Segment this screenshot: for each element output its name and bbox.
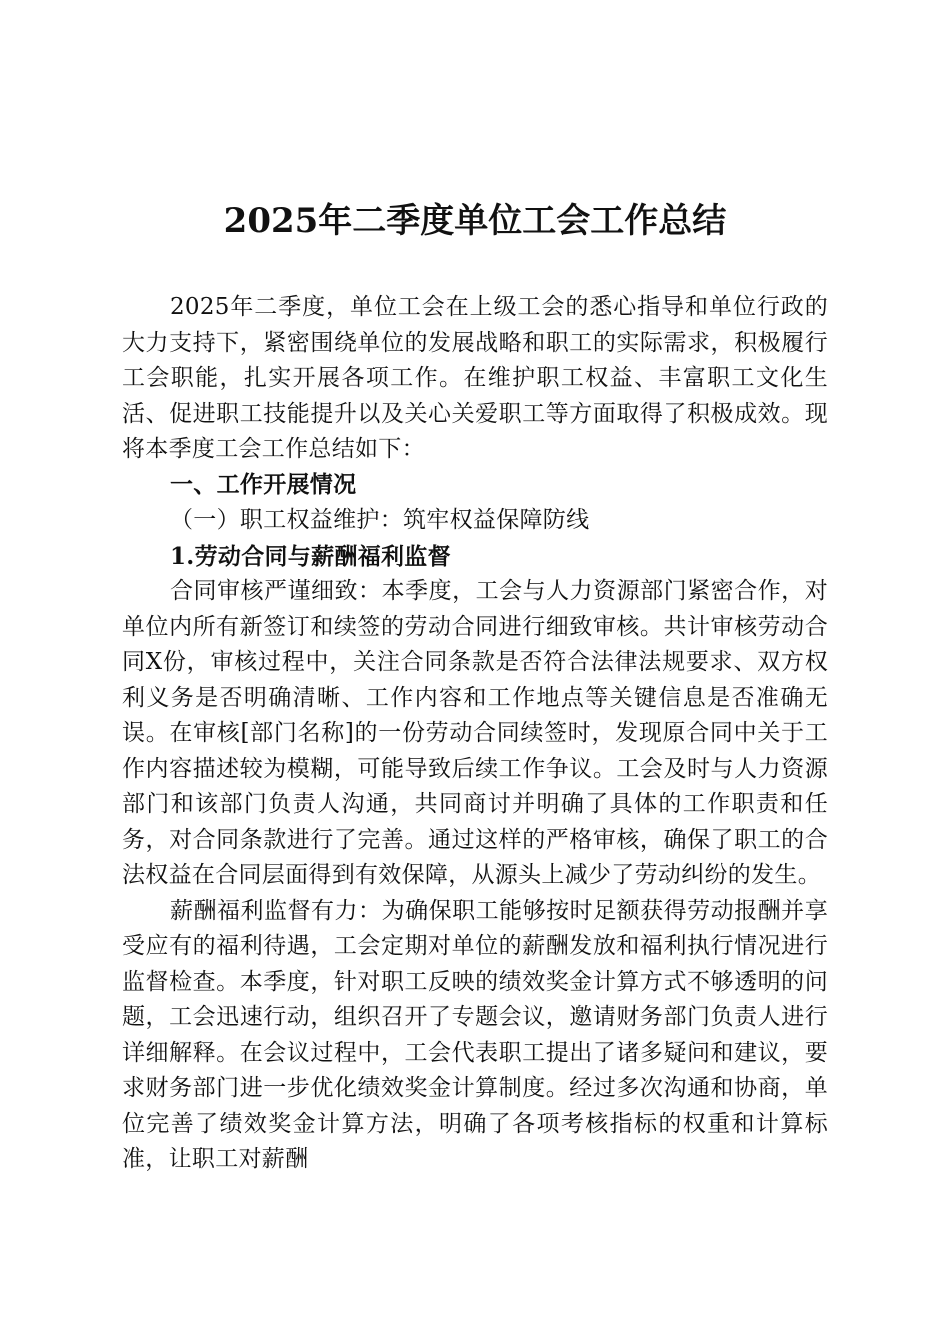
document-title: 2025年二季度单位工会工作总结 bbox=[223, 201, 727, 241]
salary-supervision-paragraph: 薪酬福利监督有力：为确保职工能够按时足额获得劳动报酬并享受应有的福利待遇，工会定期对单位的薪酬发放和福利执行情况进行监督检查。本季度，针对职工反映的绩效奖金计算方式不够透明的问题，工会迅速行动，组织召开了专题会议，邀请财务部门负责人进行详细解释。在会议过程中，工会代表职工提出了诸多疑问和建议，要求财务部门进一步优化绩效奖金计算制度。经过多次沟通和协商，单位完善了绩效奖金计算方法，明确了各项考核指标的权重和计算标准，让职工对薪酬 bbox=[122, 897, 828, 1172]
section-heading: 一、工作开展情况 bbox=[170, 471, 357, 498]
document-body bbox=[122, 290, 828, 1178]
intro-paragraph: 2025年二季度，单位工会在上级工会的悉心指导和单位行政的大力支持下，紧密围绕单位的发展战略和职工的实际需求，积极履行工会职能，扎实开展各项工作。在维护职工权益、丰富职工文化生活、促进职工技能提升以及关心关爱职工等方面取得了积极成效。现将本季度工会工作总结如下： bbox=[122, 294, 828, 462]
subsection-heading: （一）职工权益维护：筑牢权益保障防线 bbox=[170, 507, 590, 533]
contract-review-paragraph: 合同审核严谨细致：本季度，工会与人力资源部门紧密合作，对单位内所有新签订和续签的劳动合同进行细致审核。共计审核劳动合同X份，审核过程中，关注合同条款是否符合法律法规要求、双方权利义务是否明确清晰、工作内容和工作地点等关键信息是否准确无误。在审核[部门名称]的一份劳动合同续签时，发现原合同中关于工作内容描述较为模糊，可能导致后续工作争议。工会及时与人力资源部门和该部门负责人沟通，共同商讨并明确了具体的工作职责和任务，对合同条款进行了完善。通过这样的严格审核，确保了职工的合法权益在合同层面得到有效保障，从源头上减少了劳动纠纷的发生。 bbox=[122, 578, 828, 888]
item-heading: 1.劳动合同与薪酬福利监督 bbox=[170, 542, 451, 570]
